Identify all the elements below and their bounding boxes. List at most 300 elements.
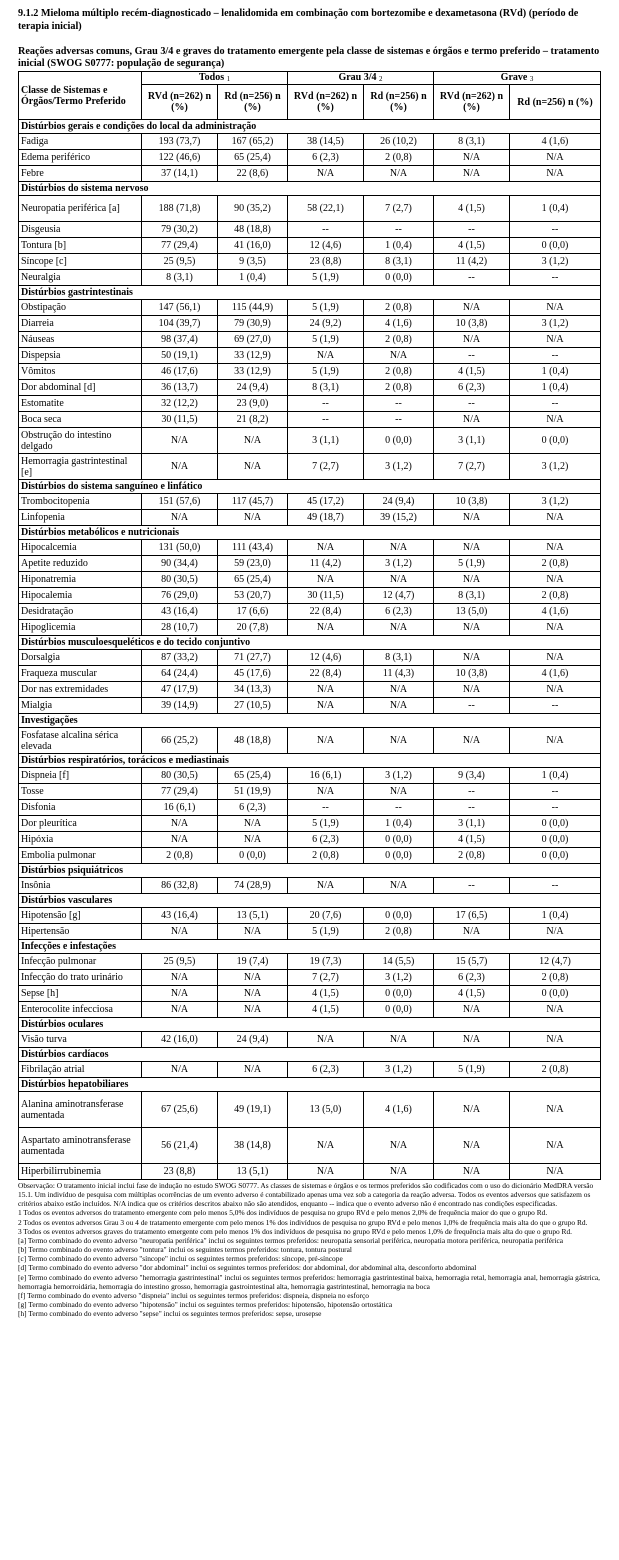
value-cell: 19 (7,4) — [218, 954, 288, 970]
value-cell: N/A — [364, 728, 434, 754]
table-row — [19, 540, 601, 556]
value-cell: 4 (1,6) — [510, 134, 601, 150]
table-row — [19, 986, 601, 1002]
value-cell: -- — [288, 222, 364, 238]
value-cell: 76 (29,0) — [142, 588, 218, 604]
value-cell: 20 (7,6) — [288, 908, 364, 924]
value-cell: 8 (3,1) — [434, 588, 510, 604]
table-row — [19, 848, 601, 864]
value-cell: 3 (1,2) — [364, 1062, 434, 1078]
value-cell: -- — [510, 348, 601, 364]
value-cell: N/A — [218, 816, 288, 832]
value-cell: 22 (8,4) — [288, 666, 364, 682]
value-cell: 151 (57,6) — [142, 494, 218, 510]
footnote: 3 Todos os eventos adversos graves do tratamento emergente com pelo menos 1% dos indivíduos de pesquisa no grupo RVd e pelo menos 1,0% de frequência mais alta do que o grupo Rd. — [18, 1226, 573, 1236]
value-cell: N/A — [510, 924, 601, 940]
value-cell: N/A — [364, 1032, 434, 1048]
term-cell: Disfonia — [19, 800, 142, 816]
value-cell: -- — [510, 878, 601, 894]
soc-label: Distúrbios do sistema nervoso — [19, 182, 601, 196]
term-cell: Visão turva — [19, 1032, 142, 1048]
value-cell: 5 (1,9) — [434, 1062, 510, 1078]
table-row — [19, 1002, 601, 1018]
value-cell: 1 (0,4) — [510, 364, 601, 380]
value-cell: 11 (4,2) — [288, 556, 364, 572]
term-cell: Insônia — [19, 878, 142, 894]
value-cell: 25 (9,5) — [142, 954, 218, 970]
table-row — [19, 196, 601, 222]
value-cell: 4 (1,6) — [364, 316, 434, 332]
value-cell: 6 (2,3) — [218, 800, 288, 816]
footnote: [c] Termo combinado do evento adverso "síncope" inclui os seguintes termos preferidos: síncope, pré-síncope — [18, 1254, 343, 1264]
table-row — [19, 396, 601, 412]
term-cell: Hipóxia — [19, 832, 142, 848]
table-row — [19, 816, 601, 832]
soc-row — [19, 864, 601, 878]
value-cell: 33 (12,9) — [218, 364, 288, 380]
value-cell: 8 (3,1) — [142, 270, 218, 286]
value-cell: 24 (9,4) — [218, 1032, 288, 1048]
term-cell: Dor nas extremidades — [19, 682, 142, 698]
group-header-serious: Grave $_3$ — [434, 72, 601, 85]
value-cell: N/A — [434, 510, 510, 526]
soc-label: Distúrbios vasculares — [19, 894, 601, 908]
value-cell: N/A — [434, 166, 510, 182]
value-cell: 27 (10,5) — [218, 698, 288, 714]
value-cell: 0 (0,0) — [364, 908, 434, 924]
value-cell: 4 (1,5) — [288, 986, 364, 1002]
value-cell: N/A — [510, 332, 601, 348]
value-cell: 147 (56,1) — [142, 300, 218, 316]
value-cell: 0 (0,0) — [510, 848, 601, 864]
value-cell: N/A — [364, 166, 434, 182]
value-cell: N/A — [434, 1032, 510, 1048]
value-cell: 6 (2,3) — [288, 832, 364, 848]
value-cell: 3 (1,2) — [364, 970, 434, 986]
table-row — [19, 316, 601, 332]
value-cell: 0 (0,0) — [364, 986, 434, 1002]
value-cell: N/A — [510, 1092, 601, 1128]
term-cell: Hipocalcemia — [19, 540, 142, 556]
term-cell: Sepse [h] — [19, 986, 142, 1002]
value-cell: N/A — [364, 1128, 434, 1164]
value-cell: 7 (2,7) — [434, 454, 510, 480]
value-cell: 6 (2,3) — [364, 604, 434, 620]
value-cell: 3 (1,2) — [510, 494, 601, 510]
table-row — [19, 1128, 601, 1164]
term-cell: Diarreia — [19, 316, 142, 332]
value-cell: 43 (16,4) — [142, 604, 218, 620]
table-caption: Reações adversas comuns, Grau 3/4 e graves do tratamento emergente pela classe de sistemas e órgãos e termo preferido – tratamento inicial (SWOG S0777: população de segurança) — [18, 46, 600, 69]
table-row — [19, 412, 601, 428]
value-cell: 80 (30,5) — [142, 768, 218, 784]
value-cell: N/A — [364, 784, 434, 800]
term-cell: Mialgia — [19, 698, 142, 714]
table-row — [19, 832, 601, 848]
value-cell: 3 (1,2) — [364, 454, 434, 480]
value-cell: 16 (6,1) — [288, 768, 364, 784]
column-header: RVd (n=262) n (%) — [434, 85, 510, 120]
value-cell: 23 (8,8) — [288, 254, 364, 270]
value-cell: 39 (15,2) — [364, 510, 434, 526]
table-row — [19, 166, 601, 182]
value-cell: 2 (0,8) — [364, 300, 434, 316]
soc-row — [19, 1018, 601, 1032]
table-row — [19, 728, 601, 754]
term-cell: Dispneia [f] — [19, 768, 142, 784]
value-cell: 4 (1,6) — [364, 1092, 434, 1128]
term-cell: Fadiga — [19, 134, 142, 150]
value-cell: N/A — [434, 332, 510, 348]
term-cell: Fibrilação atrial — [19, 1062, 142, 1078]
footnote: [b] Termo combinado do evento adverso "tontura" inclui os seguintes termos preferidos: tontura, tontura postural — [18, 1245, 352, 1255]
value-cell: 17 (6,6) — [218, 604, 288, 620]
value-cell: 0 (0,0) — [364, 1002, 434, 1018]
table-row — [19, 300, 601, 316]
value-cell: 56 (21,4) — [142, 1128, 218, 1164]
value-cell: 7 (2,7) — [364, 196, 434, 222]
term-cell: Estomatite — [19, 396, 142, 412]
term-cell: Hipotensão [g] — [19, 908, 142, 924]
table-row — [19, 238, 601, 254]
value-cell: 23 (8,8) — [142, 1164, 218, 1180]
term-cell: Hiponatremia — [19, 572, 142, 588]
term-cell: Neuropatia periférica [a] — [19, 196, 142, 222]
value-cell: N/A — [434, 412, 510, 428]
table-row — [19, 1164, 601, 1180]
value-cell: 4 (1,5) — [434, 196, 510, 222]
footnote: [a] Termo combinado do evento adverso "neuropatia periférica" inclui os seguintes termos preferidos: neuropatia sensorial periférica, neuropatia motora periférica, neuropatia periférica — [18, 1235, 564, 1245]
soc-row — [19, 526, 601, 540]
value-cell: 12 (4,6) — [288, 238, 364, 254]
term-cell: Dor abdominal [d] — [19, 380, 142, 396]
value-cell: N/A — [218, 970, 288, 986]
table-row — [19, 494, 601, 510]
value-cell: 4 (1,5) — [434, 832, 510, 848]
value-cell: 5 (1,9) — [288, 270, 364, 286]
value-cell: 24 (9,2) — [288, 316, 364, 332]
value-cell: 4 (1,6) — [510, 604, 601, 620]
value-cell: N/A — [434, 924, 510, 940]
term-cell: Hipocalemia — [19, 588, 142, 604]
value-cell: 0 (0,0) — [218, 848, 288, 864]
value-cell: 79 (30,2) — [142, 222, 218, 238]
value-cell: 77 (29,4) — [142, 784, 218, 800]
value-cell: -- — [364, 222, 434, 238]
value-cell: 3 (1,1) — [288, 428, 364, 454]
value-cell: N/A — [142, 970, 218, 986]
term-cell: Neuralgia — [19, 270, 142, 286]
term-cell: Febre — [19, 166, 142, 182]
value-cell: 98 (37,4) — [142, 332, 218, 348]
value-cell: -- — [364, 396, 434, 412]
value-cell: 25 (9,5) — [142, 254, 218, 270]
value-cell: N/A — [364, 572, 434, 588]
value-cell: 2 (0,8) — [434, 848, 510, 864]
value-cell: N/A — [288, 166, 364, 182]
table-row — [19, 454, 601, 480]
footnote: [d] Termo combinado do evento adverso "dor abdominal" inclui os seguintes termos preferidos: dor abdominal, dor abdominal alta, desconforto abdominal — [18, 1263, 477, 1273]
value-cell: N/A — [364, 1164, 434, 1180]
term-cell: Fosfatase alcalina sérica elevada — [19, 728, 142, 754]
value-cell: N/A — [218, 924, 288, 940]
soc-row — [19, 182, 601, 196]
value-cell: N/A — [218, 510, 288, 526]
table-row — [19, 348, 601, 364]
table-row — [19, 270, 601, 286]
value-cell: 37 (14,1) — [142, 166, 218, 182]
value-cell: N/A — [434, 1128, 510, 1164]
value-cell: N/A — [510, 510, 601, 526]
value-cell: N/A — [364, 620, 434, 636]
value-cell: 6 (2,3) — [434, 380, 510, 396]
value-cell: 10 (3,8) — [434, 316, 510, 332]
value-cell: N/A — [288, 728, 364, 754]
value-cell: 4 (1,5) — [434, 986, 510, 1002]
footnote: 15.1. Um indivíduo de pesquisa com múltiplas ocorrências de um evento adverso é contabilizado apenas uma vez sob a categoria da reação adversa. Todos os eventos adversos que satisfazem os — [18, 1190, 591, 1200]
value-cell: 48 (18,8) — [218, 728, 288, 754]
value-cell: 0 (0,0) — [364, 428, 434, 454]
value-cell: 8 (3,1) — [288, 380, 364, 396]
soc-row — [19, 1048, 601, 1062]
table-row — [19, 954, 601, 970]
table-body — [19, 120, 601, 1180]
table-row — [19, 254, 601, 270]
value-cell: 9 (3,4) — [434, 768, 510, 784]
soc-row — [19, 1078, 601, 1092]
value-cell: N/A — [288, 878, 364, 894]
value-cell: 65 (25,4) — [218, 572, 288, 588]
term-cell: Tosse — [19, 784, 142, 800]
value-cell: 0 (0,0) — [510, 238, 601, 254]
value-cell: 1 (0,4) — [364, 238, 434, 254]
soc-label: Distúrbios oculares — [19, 1018, 601, 1032]
value-cell: 167 (65,2) — [218, 134, 288, 150]
value-cell: 12 (4,7) — [510, 954, 601, 970]
section-heading: 9.1.2 Mieloma múltiplo recém-diagnosticado – lenalidomida em combinação com bortezomibe e dexametasona (RVd) (período de terapia inicial) — [18, 8, 579, 32]
value-cell: 22 (8,4) — [288, 604, 364, 620]
value-cell: N/A — [510, 540, 601, 556]
value-cell: 59 (23,0) — [218, 556, 288, 572]
value-cell: 13 (5,0) — [434, 604, 510, 620]
value-cell: 3 (1,2) — [510, 254, 601, 270]
term-cell: Hipoglicemia — [19, 620, 142, 636]
value-cell: N/A — [434, 1092, 510, 1128]
value-cell: N/A — [142, 510, 218, 526]
soc-label: Distúrbios do sistema sanguíneo e linfático — [19, 480, 601, 494]
value-cell: 15 (5,7) — [434, 954, 510, 970]
term-cell: Boca seca — [19, 412, 142, 428]
value-cell: N/A — [364, 348, 434, 364]
value-cell: N/A — [288, 1128, 364, 1164]
soc-label: Distúrbios cardíacos — [19, 1048, 601, 1062]
value-cell: N/A — [510, 1128, 601, 1164]
value-cell: 4 (1,5) — [288, 1002, 364, 1018]
value-cell: 45 (17,6) — [218, 666, 288, 682]
value-cell: 64 (24,4) — [142, 666, 218, 682]
table-row — [19, 604, 601, 620]
value-cell: 30 (11,5) — [142, 412, 218, 428]
value-cell: -- — [288, 800, 364, 816]
value-cell: N/A — [364, 698, 434, 714]
value-cell: 21 (8,2) — [218, 412, 288, 428]
value-cell: N/A — [142, 428, 218, 454]
soc-row — [19, 754, 601, 768]
term-cell: Desidratação — [19, 604, 142, 620]
value-cell: 10 (3,8) — [434, 666, 510, 682]
value-cell: -- — [510, 270, 601, 286]
value-cell: 0 (0,0) — [364, 848, 434, 864]
table-row — [19, 222, 601, 238]
value-cell: N/A — [510, 1164, 601, 1180]
value-cell: N/A — [288, 1032, 364, 1048]
value-cell: 2 (0,8) — [364, 150, 434, 166]
value-cell: -- — [434, 270, 510, 286]
value-cell: 10 (3,8) — [434, 494, 510, 510]
value-cell: N/A — [288, 348, 364, 364]
value-cell: -- — [434, 222, 510, 238]
table-row — [19, 332, 601, 348]
value-cell: N/A — [434, 300, 510, 316]
term-cell: Tontura [b] — [19, 238, 142, 254]
value-cell: 87 (33,2) — [142, 650, 218, 666]
value-cell: 19 (7,3) — [288, 954, 364, 970]
table-row — [19, 588, 601, 604]
soc-label: Infecções e infestações — [19, 940, 601, 954]
value-cell: 90 (34,4) — [142, 556, 218, 572]
value-cell: 58 (22,1) — [288, 196, 364, 222]
table-row — [19, 682, 601, 698]
value-cell: N/A — [142, 1062, 218, 1078]
value-cell: 17 (6,5) — [434, 908, 510, 924]
column-header: Rd (n=256) n (%) — [510, 85, 601, 120]
value-cell: N/A — [288, 540, 364, 556]
value-cell: 69 (27,0) — [218, 332, 288, 348]
value-cell: 47 (17,9) — [142, 682, 218, 698]
value-cell: 2 (0,8) — [510, 970, 601, 986]
term-cell: Síncope [c] — [19, 254, 142, 270]
value-cell: 3 (1,2) — [510, 454, 601, 480]
value-cell: 38 (14,8) — [218, 1128, 288, 1164]
table-row — [19, 1032, 601, 1048]
value-cell: 16 (6,1) — [142, 800, 218, 816]
value-cell: 24 (9,4) — [218, 380, 288, 396]
term-cell: Edema periférico — [19, 150, 142, 166]
table-row — [19, 572, 601, 588]
value-cell: 13 (5,1) — [218, 908, 288, 924]
value-cell: N/A — [434, 650, 510, 666]
value-cell: N/A — [218, 1002, 288, 1018]
value-cell: 24 (9,4) — [364, 494, 434, 510]
value-cell: 51 (19,9) — [218, 784, 288, 800]
value-cell: 4 (1,5) — [434, 364, 510, 380]
value-cell: N/A — [510, 1002, 601, 1018]
value-cell: N/A — [434, 1002, 510, 1018]
value-cell: 49 (19,1) — [218, 1092, 288, 1128]
value-cell: 12 (4,7) — [364, 588, 434, 604]
value-cell: 2 (0,8) — [142, 848, 218, 864]
value-cell: 1 (0,4) — [510, 768, 601, 784]
value-cell: 2 (0,8) — [364, 924, 434, 940]
table-row — [19, 380, 601, 396]
value-cell: 11 (4,2) — [434, 254, 510, 270]
value-cell: 53 (20,7) — [218, 588, 288, 604]
term-cell: Hiperbilirrubinemia — [19, 1164, 142, 1180]
value-cell: 9 (3,5) — [218, 254, 288, 270]
value-cell: N/A — [434, 540, 510, 556]
value-cell: 3 (1,2) — [510, 316, 601, 332]
value-cell: 5 (1,9) — [288, 816, 364, 832]
table-row — [19, 1092, 601, 1128]
value-cell: 32 (12,2) — [142, 396, 218, 412]
value-cell: 5 (1,9) — [288, 364, 364, 380]
value-cell: -- — [434, 878, 510, 894]
value-cell: 117 (45,7) — [218, 494, 288, 510]
soc-row — [19, 636, 601, 650]
footnote: [f] Termo combinado do evento adverso "dispneia" inclui os seguintes termos preferidos: dispneia, dispneia no esforço — [18, 1290, 370, 1300]
group-header-row — [19, 72, 601, 85]
value-cell: 188 (71,8) — [142, 196, 218, 222]
value-cell: -- — [434, 348, 510, 364]
value-cell: 80 (30,5) — [142, 572, 218, 588]
value-cell: 67 (25,6) — [142, 1092, 218, 1128]
value-cell: -- — [288, 412, 364, 428]
document-page — [18, 8, 600, 1318]
value-cell: 122 (46,6) — [142, 150, 218, 166]
value-cell: N/A — [510, 650, 601, 666]
value-cell: 2 (0,8) — [364, 364, 434, 380]
value-cell: N/A — [288, 682, 364, 698]
value-cell: 42 (16,0) — [142, 1032, 218, 1048]
value-cell: 0 (0,0) — [364, 832, 434, 848]
footnotes — [18, 1181, 600, 1318]
value-cell: 4 (1,5) — [434, 238, 510, 254]
table-row — [19, 510, 601, 526]
footnote: critérios abaixo estão incluídos. N/A indica que os critérios descritos abaixo não são atendidos, enquanto -- indica que o evento adverso não é encontrado nas condições especificadas. — [18, 1199, 558, 1209]
footnote: Observação: O tratamento inicial inclui fase de indução no estudo SWOG S0777. As classes de sistemas e órgãos e os termos preferidos são codificados com o uso do dicionário MedDRA versão — [18, 1181, 594, 1190]
footnote: 2 Todos os eventos adversos Grau 3 ou 4 de tratamento emergente com pelo menos 1% dos indivíduos de pesquisa no grupo RVd e pelo menos 1,0% de frequência mais alta do que o grupo Rd. — [18, 1217, 588, 1227]
value-cell: 48 (18,8) — [218, 222, 288, 238]
value-cell: N/A — [288, 784, 364, 800]
value-cell: 77 (29,4) — [142, 238, 218, 254]
value-cell: N/A — [364, 682, 434, 698]
value-cell: N/A — [510, 572, 601, 588]
term-cell: Apetite reduzido — [19, 556, 142, 572]
value-cell: 3 (1,1) — [434, 428, 510, 454]
value-cell: N/A — [510, 166, 601, 182]
column-header: Rd (n=256) n (%) — [364, 85, 434, 120]
term-cell: Obstrução do intestino delgado — [19, 428, 142, 454]
soc-row — [19, 714, 601, 728]
table-row — [19, 784, 601, 800]
value-cell: N/A — [218, 1062, 288, 1078]
value-cell: N/A — [510, 412, 601, 428]
term-cell: Trombocitopenia — [19, 494, 142, 510]
value-cell: 28 (10,7) — [142, 620, 218, 636]
term-cell: Disgeusia — [19, 222, 142, 238]
value-cell: 6 (2,3) — [288, 1062, 364, 1078]
table-row — [19, 364, 601, 380]
term-cell: Dispepsia — [19, 348, 142, 364]
value-cell: N/A — [142, 832, 218, 848]
value-cell: N/A — [218, 428, 288, 454]
value-cell: 2 (0,8) — [364, 380, 434, 396]
table-row — [19, 924, 601, 940]
value-cell: 111 (43,4) — [218, 540, 288, 556]
value-cell: 90 (35,2) — [218, 196, 288, 222]
value-cell: N/A — [288, 698, 364, 714]
soc-label: Distúrbios metabólicos e nutricionais — [19, 526, 601, 540]
